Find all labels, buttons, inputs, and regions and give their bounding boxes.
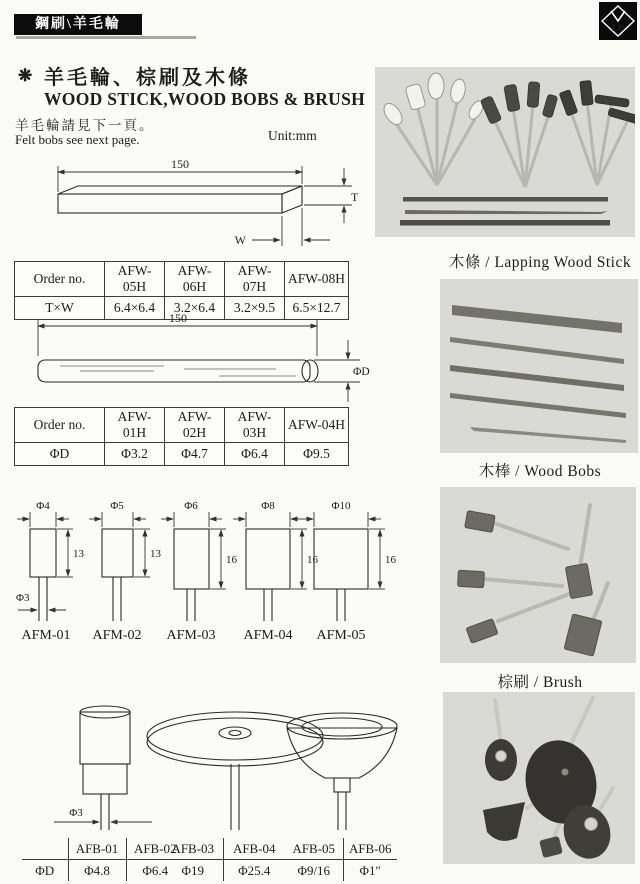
stick-length-dim: 150 bbox=[171, 157, 189, 171]
table-header-cell: AFB-06 bbox=[343, 838, 397, 860]
bob-shank-dim: Φ3 bbox=[16, 592, 30, 604]
table-header-cell: Order no. bbox=[15, 262, 105, 297]
brush-shank-dim: Φ3 bbox=[69, 807, 83, 819]
table-row bbox=[22, 860, 184, 882]
note-en: Felt bobs see next page. bbox=[15, 132, 140, 147]
table-row bbox=[285, 860, 397, 882]
table-row bbox=[163, 860, 285, 882]
table-row bbox=[15, 443, 349, 466]
table-row bbox=[15, 408, 349, 443]
wood-rod-drawing bbox=[14, 310, 374, 406]
bob-drawing-afm-03 bbox=[161, 500, 238, 643]
stick-thickness-dim: T bbox=[351, 190, 359, 204]
table-header-cell: AFW-01H bbox=[105, 408, 165, 443]
brush-drawings bbox=[20, 702, 410, 836]
caption-brush: 棕刷 / Brush bbox=[497, 674, 583, 691]
bob-drawing-afm-04 bbox=[233, 500, 319, 643]
svg-text:Φ5: Φ5 bbox=[110, 500, 124, 512]
bob-drawing-afm-01 bbox=[16, 500, 85, 643]
bob-label: AFM-04 bbox=[243, 628, 293, 643]
table-cell: 3.2×9.5 bbox=[225, 297, 285, 320]
table-cell: ΦD bbox=[15, 443, 105, 466]
brush-table-wheel bbox=[163, 838, 285, 881]
table-cell: Φ19 bbox=[181, 862, 204, 878]
caption-wood-bobs: 木棒 / Wood Bobs bbox=[478, 463, 602, 480]
table-header-cell: AFW-02H bbox=[165, 408, 225, 443]
brush-table-end bbox=[22, 838, 184, 881]
table-row bbox=[163, 838, 285, 860]
table-cell: ΦD bbox=[35, 862, 55, 878]
table-cell: Φ9.5 bbox=[285, 443, 349, 466]
bob-label: AFM-03 bbox=[166, 628, 216, 643]
table-cell: Φ4.8 bbox=[68, 860, 126, 882]
page-title-zh: 羊毛輪、棕刷及木條 bbox=[44, 67, 251, 89]
page-title-en: WOOD STICK,WOOD BOBS & BRUSH bbox=[44, 89, 366, 109]
table-cell: T×W bbox=[15, 297, 105, 320]
photo-felt-bobs-brushes-sticks bbox=[375, 67, 635, 237]
table-row bbox=[285, 838, 397, 860]
table-header-cell: AFW-05H bbox=[105, 262, 165, 297]
table-row bbox=[22, 838, 184, 860]
brush-table-cup bbox=[285, 838, 397, 881]
cup-brush-drawing bbox=[287, 713, 397, 830]
svg-text:Φ4: Φ4 bbox=[36, 500, 50, 512]
wood-bobs-drawing bbox=[14, 497, 400, 645]
rod-diameter-dim: ΦD bbox=[353, 366, 370, 378]
table-cell: Φ4.7 bbox=[165, 443, 225, 466]
brand-logo-text: LB bbox=[611, 23, 625, 33]
table-cell: 3.2×6.4 bbox=[165, 297, 225, 320]
rod-length-dim: 150 bbox=[169, 311, 187, 325]
bob-drawing-afm-05 bbox=[301, 500, 397, 643]
table-cell: Φ25.4 bbox=[223, 860, 285, 882]
table-cell: Φ6.4 bbox=[126, 860, 184, 882]
table-header-cell: AFW-04H bbox=[285, 408, 349, 443]
table-header-cell: AFB-01 bbox=[68, 838, 126, 860]
bob-label: AFM-02 bbox=[92, 628, 142, 643]
bob-label: AFM-01 bbox=[21, 628, 71, 643]
table-header-cell: AFB-02 bbox=[126, 838, 184, 860]
svg-text:Φ10: Φ10 bbox=[331, 500, 351, 512]
wheel-brush-drawing bbox=[147, 712, 323, 830]
table-header-cell: AFW-06H bbox=[165, 262, 225, 297]
table-header-cell: AFW-08H bbox=[285, 262, 349, 297]
svg-text:16: 16 bbox=[307, 554, 318, 566]
caption-lapping-wood-stick: 木條 / Lapping Wood Stick bbox=[448, 254, 632, 271]
note-zh: 羊毛輪請見下一頁。 bbox=[15, 118, 155, 133]
svg-text:Φ6: Φ6 bbox=[184, 500, 198, 512]
table-header-cell: AFB-05 bbox=[285, 838, 343, 860]
svg-text:Φ8: Φ8 bbox=[261, 500, 275, 512]
table-cell: 6.5×12.7 bbox=[285, 297, 349, 320]
table-header-cell: AFW-07H bbox=[225, 262, 285, 297]
category-underline bbox=[16, 36, 196, 39]
svg-text:16: 16 bbox=[385, 554, 396, 566]
table-row bbox=[15, 262, 349, 297]
stick-width-dim: W bbox=[234, 233, 246, 247]
table-cell: Φ3.2 bbox=[105, 443, 165, 466]
table-header-cell: Order no. bbox=[15, 408, 105, 443]
brand-logo-icon bbox=[599, 2, 637, 40]
rod-spec-table bbox=[14, 407, 349, 466]
table-header-cell: AFB-03 bbox=[163, 838, 223, 860]
table-header-cell: AFB-04 bbox=[223, 838, 285, 860]
section-bullet-icon: ❋ bbox=[18, 66, 33, 85]
svg-text:13: 13 bbox=[150, 548, 161, 560]
photo-lapping-wood-sticks bbox=[440, 279, 638, 453]
photo-brushes bbox=[443, 692, 635, 864]
table-cell: Φ1″ bbox=[343, 860, 397, 882]
end-brush-drawing bbox=[54, 706, 152, 830]
table-header-cell: AFW-03H bbox=[225, 408, 285, 443]
bob-label: AFM-05 bbox=[316, 628, 366, 643]
svg-text:13: 13 bbox=[73, 548, 84, 560]
photo-wood-bobs bbox=[440, 487, 636, 663]
table-cell: 6.4×6.4 bbox=[105, 297, 165, 320]
category-label: 鋼刷\羊毛輪 bbox=[14, 14, 142, 35]
table-cell: Φ6.4 bbox=[225, 443, 285, 466]
wood-stick-drawing bbox=[14, 156, 364, 258]
unit-label: Unit:mm bbox=[268, 128, 317, 143]
svg-text:16: 16 bbox=[226, 554, 237, 566]
table-cell: Φ9/16 bbox=[297, 862, 331, 878]
bob-drawing-afm-02 bbox=[89, 500, 162, 643]
